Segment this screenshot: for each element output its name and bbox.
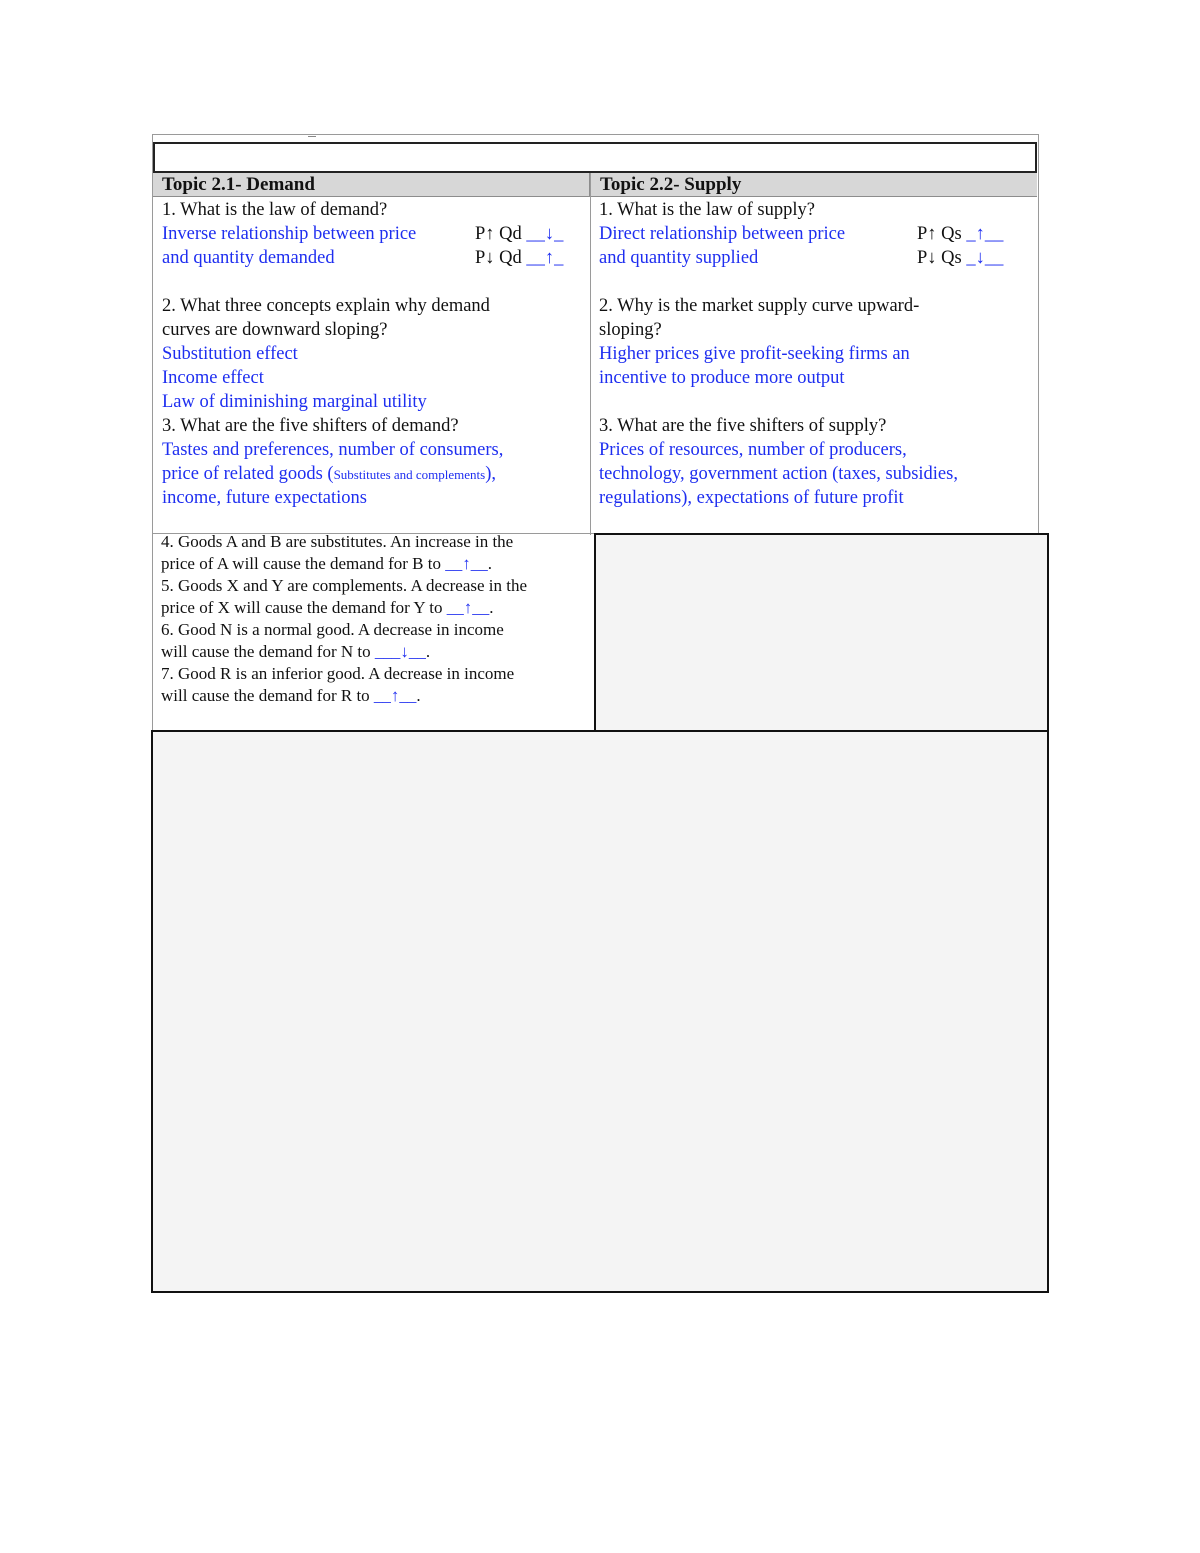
supply-question-2-line-2: sloping? — [599, 320, 662, 340]
demand-price-up-row — [475, 222, 563, 246]
supply-answer-2-line-1: Higher prices give profit-seeking firms an — [599, 344, 910, 364]
supply-price-down-label: P↓ Qs — [917, 248, 967, 268]
left-lower-frame — [152, 532, 153, 732]
supply-answer-1-text-1: Direct relationship between price — [599, 224, 846, 244]
demand-answer-3-line-1: Tastes and preferences, number of consumers, — [162, 440, 504, 460]
demand-practice-questions — [161, 531, 586, 707]
demand-question-7-line-1: 7. Good R is an inferior good. A decrease in income — [161, 664, 515, 683]
demand-answer-2-item-2: Income effect — [162, 368, 264, 388]
demand-question-5-end: . — [489, 598, 494, 617]
demand-question-3: 3. What are the five shifters of demand? — [162, 416, 459, 436]
demand-answer-3-small-note: Substitutes and complements — [333, 467, 486, 482]
demand-answer-1-text-1: Inverse relationship between price — [162, 224, 417, 244]
supply-answer-1-text-2: and quantity supplied — [599, 248, 759, 268]
supply-answer-1-line-1 — [599, 222, 1029, 246]
demand-question-5-line-2 — [161, 597, 586, 619]
demand-answer-1-text-2: and quantity demanded — [162, 248, 335, 268]
supply-price-down-row — [917, 246, 1003, 270]
supply-header: Topic 2.2- Supply — [591, 173, 1037, 197]
demand-price-down-row — [475, 246, 563, 270]
demand-answer-3-line-2 — [162, 462, 582, 486]
supply-answer-3-line-2: technology, government action (taxes, subsidies, — [599, 464, 958, 484]
demand-question-7-line-2 — [161, 685, 586, 707]
demand-answer-3-line-2-b: ), — [485, 464, 497, 484]
supply-question-1: 1. What is the law of supply? — [599, 200, 815, 220]
title-row-box — [153, 142, 1037, 173]
demand-question-4-blank: __↑__ — [445, 554, 488, 573]
supply-answer-1-line-2 — [599, 246, 1029, 270]
demand-price-down-blank: __↑_ — [526, 248, 564, 268]
supply-answer-2-line-2: incentive to produce more output — [599, 368, 845, 388]
demand-price-down-label: P↓ Qd — [475, 248, 527, 268]
demand-question-1: 1. What is the law of demand? — [162, 200, 388, 220]
demand-answer-1-line-2 — [162, 246, 582, 270]
demand-question-6-line-1: 6. Good N is a normal good. A decrease in income — [161, 620, 504, 639]
demand-header: Topic 2.1- Demand — [153, 173, 590, 197]
demand-answer-3-line-2-a: price of related goods ( — [162, 464, 334, 484]
demand-question-2-line-2: curves are downward sloping? — [162, 320, 388, 340]
demand-question-4-end: . — [487, 554, 492, 573]
demand-question-4-text: price of A will cause the demand for B to — [161, 554, 446, 573]
demand-question-4-line-2 — [161, 553, 586, 575]
supply-price-up-row — [917, 222, 1003, 246]
supply-cell — [599, 198, 1029, 510]
demand-answer-2-item-3: Law of diminishing marginal utility — [162, 392, 427, 412]
supply-answer-3-line-1: Prices of resources, number of producers, — [599, 440, 907, 460]
supply-price-down-blank: _↓__ — [966, 248, 1004, 268]
supply-answer-3-line-3: regulations), expectations of future profit — [599, 488, 904, 508]
top-strip-mark — [308, 136, 316, 140]
demand-question-7-text: will cause the demand for R to — [161, 686, 374, 705]
demand-cell — [162, 198, 582, 510]
demand-price-up-blank: __↓_ — [526, 224, 564, 244]
demand-question-5-text: price of X will cause the demand for Y to — [161, 598, 447, 617]
demand-question-2-line-1: 2. What three concepts explain why demand — [162, 296, 490, 316]
demand-answer-3-line-3: income, future expectations — [162, 488, 367, 508]
demand-answer-1-line-1 — [162, 222, 582, 246]
column-divider — [590, 173, 591, 535]
supply-price-up-label: P↑ Qs — [917, 224, 967, 244]
demand-question-5-blank: __↑__ — [446, 598, 490, 617]
demand-graph-box — [151, 730, 607, 1293]
demand-question-6-line-2 — [161, 641, 586, 663]
demand-price-up-label: P↑ Qd — [475, 224, 527, 244]
demand-question-6-end: . — [425, 642, 431, 661]
demand-question-4-line-1: 4. Goods A and B are substitutes. An increase in the — [161, 532, 514, 551]
supply-lower-graph-box — [605, 730, 1049, 1293]
supply-price-up-blank: _↑__ — [966, 224, 1004, 244]
demand-question-7-end: . — [416, 686, 421, 705]
demand-question-6-text: will cause the demand for N to — [161, 642, 375, 661]
supply-question-3: 3. What are the five shifters of supply? — [599, 416, 887, 436]
demand-question-7-blank: __↑__ — [373, 686, 417, 705]
demand-answer-2-item-1: Substitution effect — [162, 344, 298, 364]
demand-question-5-line-1: 5. Goods X and Y are complements. A decrease in the — [161, 576, 528, 595]
supply-question-2-line-1: 2. Why is the market supply curve upward- — [599, 296, 920, 316]
demand-question-6-blank: ___↓__ — [374, 642, 426, 661]
